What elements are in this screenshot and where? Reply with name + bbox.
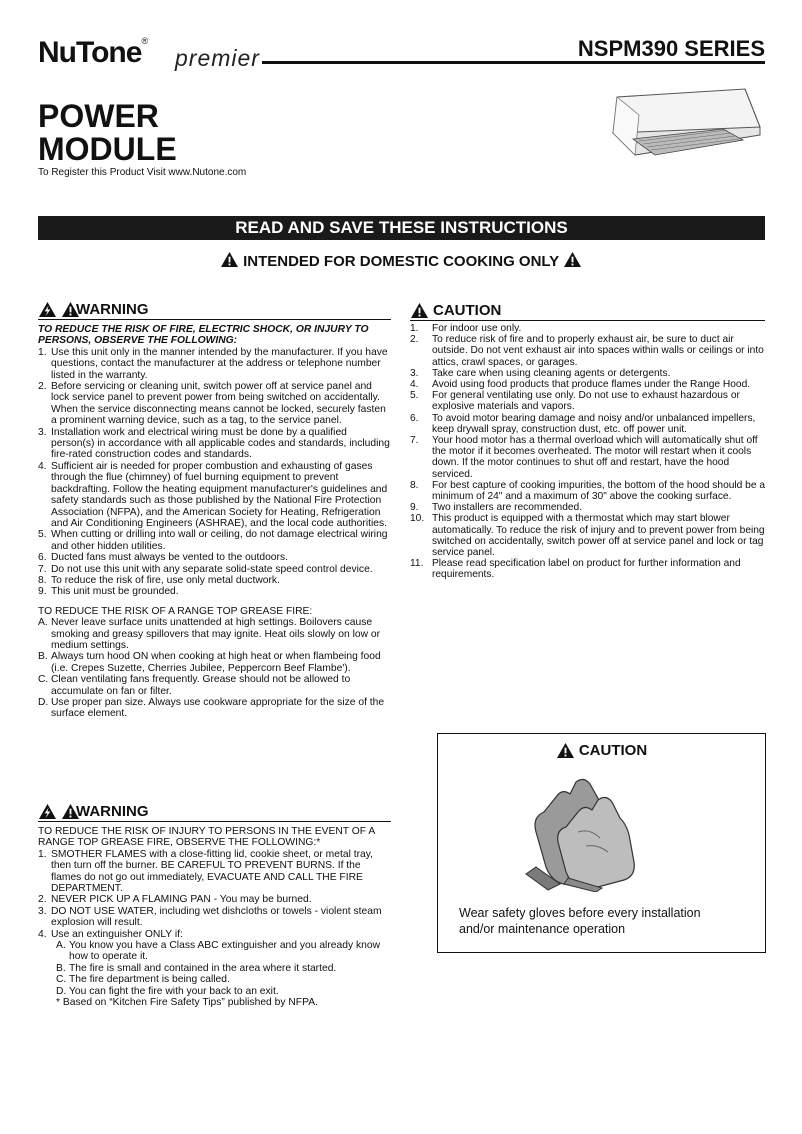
item-text: The fire is small and contained in the area where it started. [69,962,337,974]
title-line-2: MODULE [38,131,177,167]
list-item [38,906,391,929]
list-item [410,334,765,368]
warning-intro: TO REDUCE THE RISK OF FIRE, ELECTRIC SHOCK, OR INJURY TO PERSONS, OBSERVE THE FOLLOWING: [38,324,369,347]
item-number: 2. [410,334,419,346]
item-number: 2. [38,894,47,906]
grease-intro: TO REDUCE THE RISK OF A RANGE TOP GREASE FIRE: [38,605,313,617]
item-number: C. [56,974,67,986]
brand-name: NuTone [38,36,142,69]
list-item [56,963,391,974]
domestic-text: INTENDED FOR DOMESTIC COOKING ONLY [243,253,559,270]
item-text: DO NOT USE WATER, including wet dishcloths or towels - violent steam explosion will result. [51,905,382,929]
item-number: 4. [38,460,47,472]
section-rule [38,821,391,822]
item-number: 5. [410,390,419,402]
page-title [38,100,177,166]
warning-heading-text: WARNING [76,803,149,820]
list-item [38,651,391,674]
list-item [38,894,391,905]
list-item [56,986,391,997]
warning-heading [38,301,391,318]
item-number: 3. [38,426,47,438]
list-item [38,617,391,651]
item-number: 1. [38,848,47,860]
warning-triangle-icon [556,742,575,759]
gloves-line-2: and/or maintenance operation [459,922,626,936]
item-text: Your hood motor has a thermal overload which will automatically shut off the motor if it becomes overheated. The motor will restart when it cools down. If the motor continues to shut off and restart, have the hood serviced. [432,435,758,480]
list-item [410,558,765,580]
read-save-banner: READ AND SAVE THESE INSTRUCTIONS [38,216,765,240]
gloves-caution-box [437,733,766,953]
list-item [410,480,765,502]
list-item [38,697,391,720]
caution-heading [438,742,765,759]
warning-heading-text: WARNING [76,301,149,318]
warning-heading [38,803,391,820]
brand-logo [38,36,147,70]
item-text: Clean ventilating fans frequently. Grease should not be allowed to accumulate on fan or filter. [51,674,351,697]
item-text: Please read specification label on product for further information and requirements. [432,558,741,581]
caution-heading-text: CAUTION [433,302,502,319]
item-number: 11. [410,558,424,570]
warning-list [38,849,391,940]
item-text: Before servicing or cleaning unit, switch power off at service panel and lock service panel to prevent power from being switched on accidentally. When the service disconnecting means cannot be locked, securely fasten a prominent warning device, such as a tag, to the service panel. [51,381,386,427]
item-text: Take care when using cleaning agents or detergents. [432,367,671,379]
item-number: 7. [410,435,419,447]
item-number: 3. [38,905,47,917]
domestic-notice [0,251,802,270]
caution-heading [410,302,765,319]
item-number: A. [56,940,66,952]
item-text: Never leave surface units unattended at high settings. Boilovers cause smoking and greasy spillovers that may ignite. Heat oils slowly on low or medium settings. [51,617,381,651]
item-text: Use proper pan size. Always use cookware appropriate for the size of the surface element. [51,697,385,720]
section-rule [410,320,765,321]
range-hood-insert-icon [595,85,765,185]
list-item [410,368,765,379]
warning-list [38,347,391,598]
item-number: 2. [38,381,47,393]
item-number: 9. [38,586,47,598]
item-text: Avoid using food products that produce flames under the Range Hood. [432,379,751,391]
list-item [38,674,391,697]
footnote: * Based on “Kitchen Fire Safety Tips” published by NFPA. [56,997,318,1009]
electric-shock-icon [38,301,57,318]
item-text: SMOTHER FLAMES with a close-fitting lid, cookie sheet, or metal tray, then turn off the burner. BE CAREFUL TO PREVENT BURNS. If the flames do not go out immediately, EVACUATE AND CALL THE FIRE DEPARTMENT. [51,848,373,895]
safety-gloves-icon [516,772,646,892]
item-number: 9. [410,502,419,514]
item-number: D. [38,697,49,708]
list-item [38,575,391,586]
list-item [38,586,391,597]
item-text: The fire department is being called. [69,974,230,986]
item-number: 3. [410,367,419,379]
item-text: For best capture of cooking impurities, the bottom of the hood should be a minimum of 24" and a maximum of 30" above the cooking surface. [432,479,765,503]
item-text: You can fight the fire with your back to an exit. [69,985,279,997]
item-text: Use an extinguisher ONLY if: [51,928,183,940]
item-text: To reduce risk of fire and to properly exhaust air, be sure to duct air outside. Do not vent exhaust air into spaces within walls or ceilings or into attics, crawl spaces, or garages. [432,334,764,368]
list-item [38,929,391,940]
item-text: For general ventilating use only. Do not use to exhaust hazardous or explosive materials and vapors. [432,390,740,413]
list-item [38,461,391,529]
item-text: NEVER PICK UP A FLAMING PAN - You may be burned. [51,894,312,906]
warning-triangle-icon [220,251,239,268]
item-number: 6. [410,412,419,424]
caution-heading-text: CAUTION [578,742,648,759]
section-rule [38,319,391,320]
list-item [38,381,391,427]
item-text: When cutting or drilling into wall or ceiling, do not damage electrical wiring and other hidden utilities. [51,529,388,552]
item-text: To avoid motor bearing damage and noisy and/or unbalanced impellers, keep drywall spray, construction dust, etc. off power unit. [432,412,756,435]
item-text: This unit must be grounded. [51,586,179,598]
list-item [410,323,765,334]
caution-section [410,302,765,581]
list-item [410,435,765,480]
item-number: B. [56,962,66,974]
item-text: Do not use this unit with any separate solid-state speed control device. [51,563,373,575]
list-item [410,413,765,435]
item-number: 7. [38,563,47,575]
item-number: 1. [38,346,47,358]
trademark: ® [141,36,148,46]
warning-section-1 [38,301,391,720]
title-line-1: POWER [38,98,159,134]
warning-triangle-icon [410,302,429,319]
warning-intro: TO REDUCE THE RISK OF INJURY TO PERSONS IN THE EVENT OF A RANGE TOP GREASE FIRE, OBSERVE THE FOLLOWING:* [38,826,375,849]
gloves-instruction [459,905,759,937]
item-number: 6. [38,552,47,564]
list-item [56,974,391,985]
item-number: B. [38,651,48,663]
item-text: Two installers are recommended. [432,502,583,514]
warning-triangle-icon [563,251,582,268]
gloves-line-1: Wear safety gloves before every installation [459,906,701,920]
item-number: 5. [38,529,47,541]
item-text: Always turn hood ON when cooking at high heat or when flambeing food (i.e. Crepes Suzette, Cherries Jubilee, Peppercorn Beef Flambe'). [51,651,381,674]
item-number: 8. [38,574,47,586]
item-number: 4. [410,379,419,391]
list-item [410,513,765,558]
item-number: D. [56,985,67,997]
electric-shock-icon [38,803,57,820]
item-text: To reduce the risk of fire, use only metal ductwork. [51,574,280,586]
list-item [38,529,391,552]
list-item [38,347,391,381]
list-item [410,390,765,412]
item-number: 4. [38,928,47,940]
item-text: Sufficient air is needed for proper combustion and exhausting of gases through the flue (chimney) of fuel burning equipment to prevent backdrafting. Follow the heating equipment manufacturer's guidelines and safety standards such as those published by the National Fire Protection Association (NFPA), and the American Society for Heating, Refrigeration and Air Conditioning Engineers (ASHRAE), and the local code authorities. [51,460,388,529]
item-text: Use this unit only in the manner intended by the manufacturer. If you have questions, contact the manufacturer at the address or telephone number listed in the warranty. [51,346,388,381]
list-item [38,849,391,895]
list-item [410,502,765,513]
item-number: 1. [410,323,419,334]
list-item [38,552,391,563]
list-item [38,564,391,575]
grease-list [38,617,391,720]
series-name: NSPM390 SERIES [577,36,765,61]
item-text: This product is equipped with a thermostat which may start blower automatically. To reduce the risk of injury and to prevent power from being switched on accidentally, switch power off at service panel and lock or tag service panel. [432,513,765,559]
item-text: You know you have a Class ABC extinguisher and you already know how to operate it. [69,940,381,963]
brand-subtitle: premier [175,45,260,71]
list-item [38,427,391,461]
item-number: 8. [410,479,419,491]
list-item [410,379,765,390]
warning-section-2 [38,803,391,1009]
caution-list [410,323,765,581]
item-text: For indoor use only. [432,323,522,334]
list-item [56,940,391,963]
item-text: Ducted fans must always be vented to the outdoors. [51,552,288,564]
item-number: 10. [410,513,425,525]
extinguisher-conditions [38,940,391,997]
item-number: C. [38,674,49,686]
register-note: To Register this Product Visit www.Nutone.com [38,167,247,178]
item-number: A. [38,617,48,629]
item-text: Installation work and electrical wiring must be done by a qualified person(s) in accordance with all applicable codes and standards, including fire-rated construction codes and standards. [51,426,390,461]
